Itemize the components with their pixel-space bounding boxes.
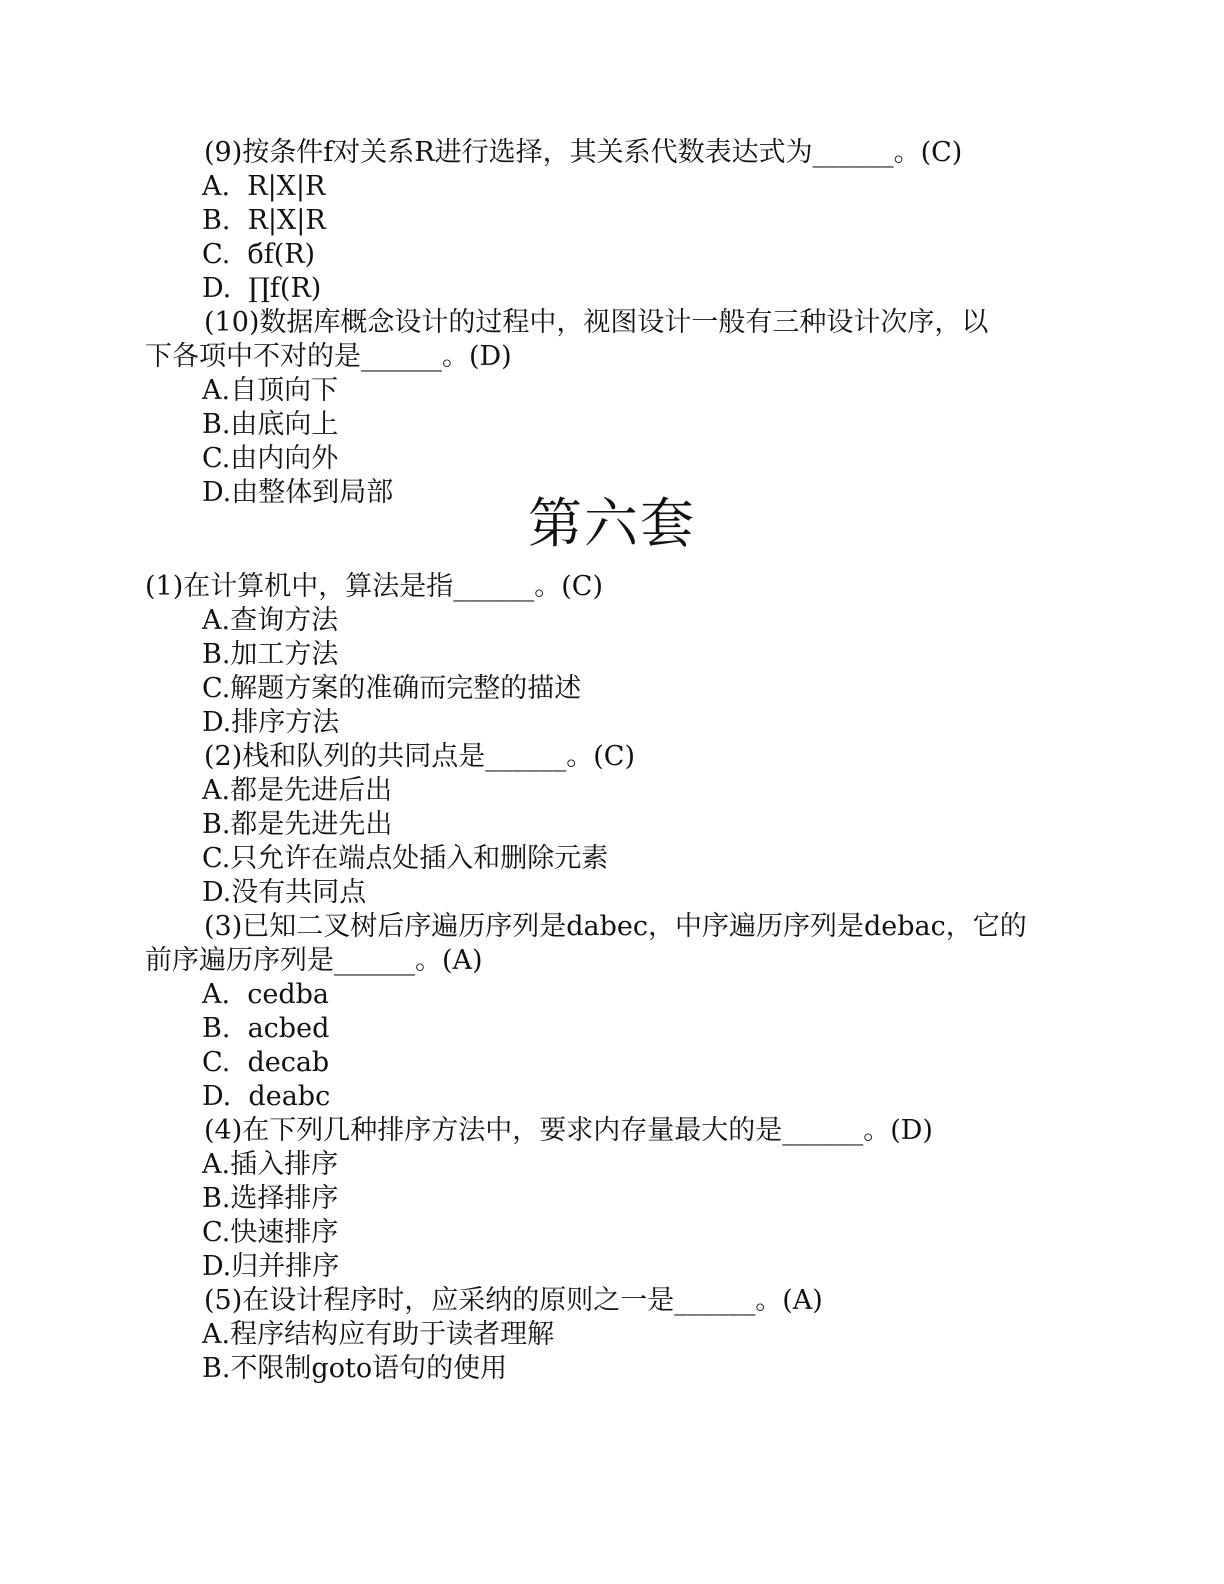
question-stem: (2)栈和队列的共同点是______。(C) bbox=[204, 741, 635, 772]
option-c: C.解题方案的准确而完整的描述 bbox=[202, 673, 582, 704]
option-b: B.都是先进先出 bbox=[202, 809, 393, 840]
question-stem: (1)在计算机中，算法是指______。(C) bbox=[145, 571, 603, 602]
option-c: C. decab bbox=[202, 1047, 330, 1078]
option-a: A.自顶向下 bbox=[202, 375, 339, 406]
option-b: B.由底向上 bbox=[202, 409, 339, 440]
question-stem-continued: 前序遍历序列是______。(A) bbox=[145, 945, 483, 976]
option-b: B. acbed bbox=[202, 1013, 330, 1044]
option-c: C.由内向外 bbox=[202, 443, 339, 474]
option-b: B.选择排序 bbox=[202, 1183, 339, 1214]
option-c: C.只允许在端点处插入和删除元素 bbox=[202, 843, 609, 874]
option-a: A.都是先进后出 bbox=[202, 775, 393, 806]
option-d: D. deabc bbox=[202, 1081, 331, 1112]
option-a: A. R|X|R bbox=[202, 171, 326, 202]
option-b: B.加工方法 bbox=[202, 639, 339, 670]
question-stem: (5)在设计程序时，应采纳的原则之一是______。(A) bbox=[204, 1285, 823, 1316]
option-d: D.排序方法 bbox=[202, 707, 340, 738]
option-c: C.快速排序 bbox=[202, 1217, 339, 1248]
section-title: 第六套 bbox=[528, 492, 696, 555]
option-d: D.归并排序 bbox=[202, 1251, 340, 1282]
question-stem: (9)按条件f对关系R进行选择，其关系代数表达式为______。(C) bbox=[204, 137, 963, 168]
option-d: D.由整体到局部 bbox=[202, 477, 394, 508]
option-a: A.插入排序 bbox=[202, 1149, 339, 1180]
option-a: A.查询方法 bbox=[202, 605, 339, 636]
option-a: A. cedba bbox=[202, 979, 330, 1010]
option-c: C. бf(R) bbox=[202, 239, 316, 270]
option-b: B.不限制goto语句的使用 bbox=[202, 1353, 508, 1384]
question-stem: (4)在下列几种排序方法中，要求内存量最大的是______。(D) bbox=[204, 1115, 933, 1146]
question-stem: (3)已知二叉树后序遍历序列是dabec，中序遍历序列是debac，它的 bbox=[204, 911, 1027, 942]
option-a: A.程序结构应有助于读者理解 bbox=[202, 1319, 555, 1350]
question-stem: (10)数据库概念设计的过程中，视图设计一般有三种设计次序，以 bbox=[204, 307, 989, 338]
option-d: D.没有共同点 bbox=[202, 877, 367, 908]
question-stem-continued: 下各项中不对的是______。(D) bbox=[145, 341, 512, 372]
option-b: B. R|X|R bbox=[202, 205, 326, 236]
option-d: D. ∏f(R) bbox=[202, 273, 322, 304]
